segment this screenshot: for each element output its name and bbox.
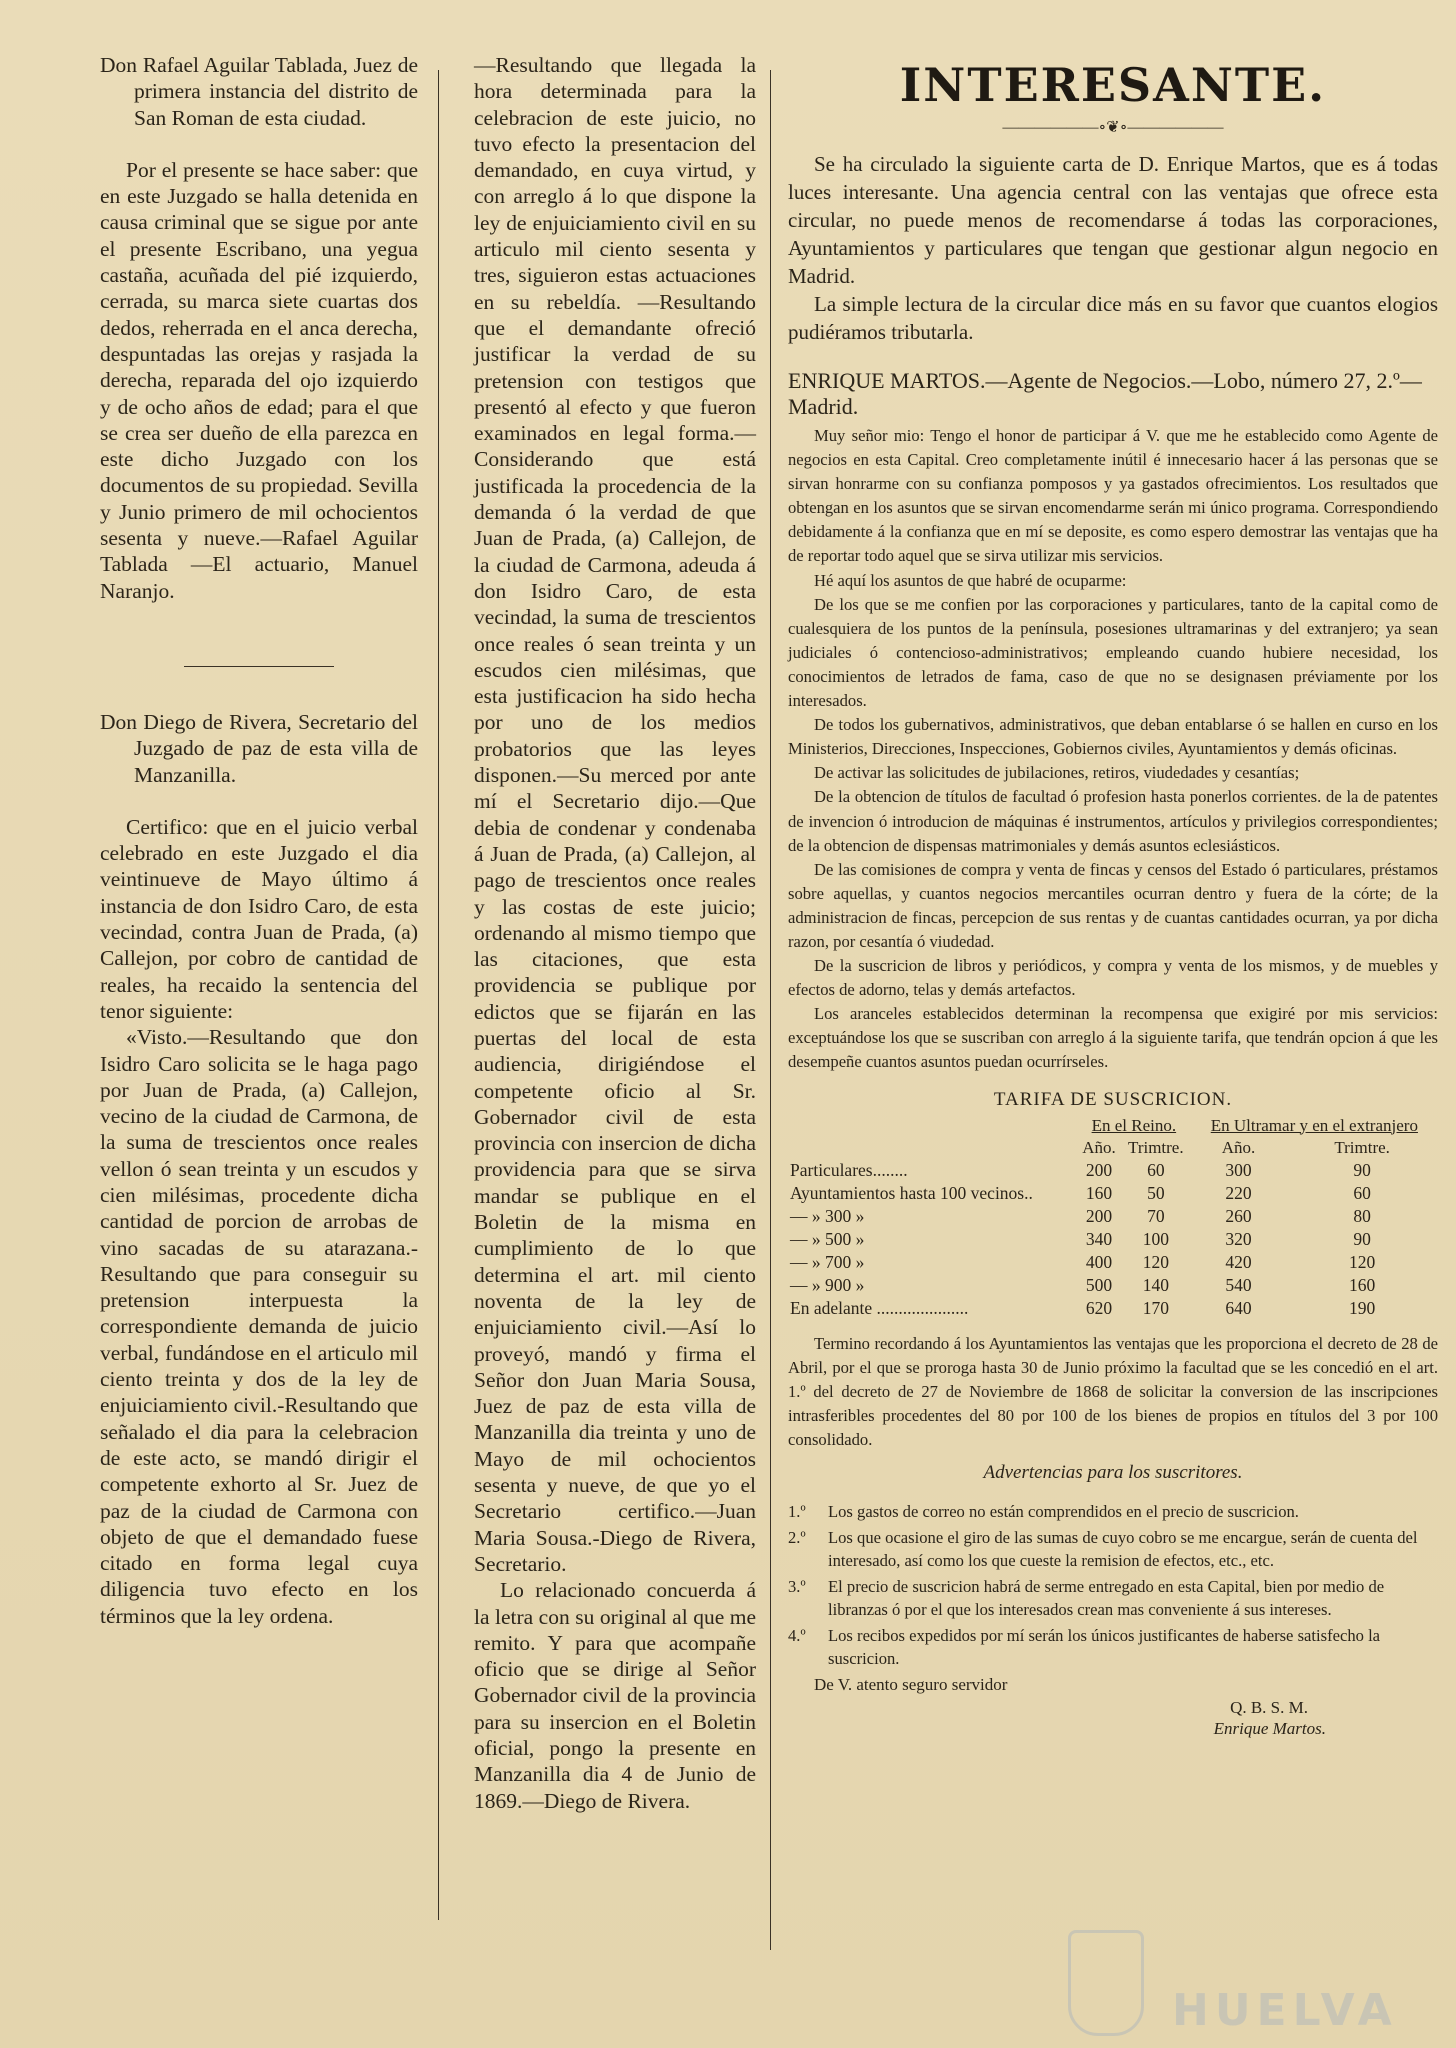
- letter-paragraph: De las comisiones de compra y venta de fincas y censos del Estado ó particulares, préstamos sobre aquellas, y cuantos negocios mercantiles ocurran dentro y fuera de la córte; de la administracion de fincas, percepcion de sus rentas y de cuantas cantidades ocurran, ya por dicha razon, por cesantía ó viudedad.: [788, 859, 1438, 951]
- tarifa-cell: 80: [1353, 1205, 1371, 1226]
- tarifa-cell: 90: [1353, 1159, 1371, 1180]
- letter-paragraph: De activar las solicitudes de jubilaciones, retiros, viudedades y cesantías;: [814, 763, 1300, 783]
- closing-paragraph: Termino recordando á los Ayuntamientos las ventajas que les proporciona el decreto de 28 de Abril, por el que se proroga hasta 30 de Junio próximo la facultad que se les concedió en el art. 1.º del decreto de 27 de Noviembre de 1868 de solicitar la conversion de las inscripciones intrasferibles procedentes del 80 por 100 de los bienes de propios en títulos del 3 por 100 consolidado.: [788, 1333, 1438, 1449]
- tarifa-cell: 400: [1085, 1251, 1113, 1272]
- signature-name: Enrique Martos.: [1213, 1719, 1326, 1738]
- notice-heading-aguilar: Don Rafael Aguilar Tablada, Juez de primera instancia del distrito de San Roman de esta ciudad.: [100, 53, 418, 130]
- tarifa-cell: 620: [1085, 1297, 1113, 1318]
- letter-body: [788, 424, 1438, 1075]
- tarifa-cell: 170: [1142, 1297, 1169, 1318]
- notice-body-rivera: Certifico: que en el juicio verbal celebrado en este Juzgado el dia veintinueve de Mayo último á instancia de don Isidro Caro, de esta vecindad, contra Juan de Prada, (a) Callejon, por cobro de cantidad de reales, ha recaido la sentencia del tenor siguiente:: [100, 814, 418, 1023]
- advertencia-number: 1.º: [788, 1502, 806, 1521]
- tarifa-cell: 200: [1085, 1205, 1113, 1226]
- tarifa-cell: 260: [1225, 1205, 1252, 1226]
- tarifa-cell: 90: [1353, 1228, 1371, 1249]
- column-rule-right: [770, 70, 771, 1950]
- tarifa-cell: 70: [1147, 1205, 1165, 1226]
- tarifa-row-label: — » 300 »: [790, 1205, 865, 1226]
- tarifa-cell: 500: [1085, 1274, 1113, 1295]
- tarifa-cell: 60: [1147, 1159, 1165, 1180]
- archive-watermark: HUELVA: [1172, 1985, 1398, 2036]
- column-right: [788, 52, 1438, 1739]
- tarifa-cell: 120: [1349, 1251, 1376, 1272]
- letter-paragraph: Muy señor mio: Tengo el honor de participar á V. que me he establecido como Agente de negocios en esta Capital. Creo completamente inútil é innecesario hacer á las personas que se sirvan honrarme con su confianza pomposos y ya gastados ofrecimientos. Los resultados que obtengan en los asuntos que se sirvan encomendarme serán mi único programa. Correspondiendo debidamente á la confianza que en mí se deposite, es como espero demostrar las ventajas que ha de reportar todo aquel que se sirva utilizar mis servicios.: [788, 426, 1438, 566]
- tarifa-cell: 220: [1225, 1182, 1252, 1203]
- advertencia-number: 2.º: [788, 1528, 806, 1547]
- tarifa-cell: 100: [1142, 1228, 1169, 1249]
- tarifa-title: TARIFA DE SUSCRICION.: [993, 1088, 1233, 1110]
- tarifa-header-ano: Año.: [1221, 1137, 1256, 1157]
- letter-paragraph: De la suscricion de libros y periódicos, y compra y venta de los mismos, y de muebles y efectos de adorno, telas y demás artefactos.: [788, 956, 1438, 1000]
- tarifa-header-ano: Año.: [1082, 1137, 1116, 1157]
- tarifa-group-ultramar: En Ultramar y en el extranjero: [1210, 1115, 1418, 1135]
- signature-qbsm: Q. B. S. M.: [1230, 1698, 1308, 1717]
- tarifa-group-reino: En el Reino.: [1091, 1115, 1177, 1135]
- tarifa-row-label: Ayuntamientos hasta 100 vecinos..: [790, 1182, 1033, 1203]
- tarifa-row: [788, 1274, 1438, 1297]
- tarifa-cell: 300: [1225, 1159, 1252, 1180]
- tarifa-cell: 640: [1225, 1297, 1252, 1318]
- tarifa-cell: 190: [1349, 1297, 1376, 1318]
- tarifa-row-label: Particulares........: [790, 1159, 908, 1180]
- column-rule-left: [438, 70, 439, 1920]
- intro-paragraph: Se ha circulado la siguiente carta de D. Enrique Martos, que es á todas luces interesante. Una agencia central con las ventajas que ofrece esta circular, no puede menos de recomendarse á todas las corporaciones, Ayuntamientos y particulares que tengan que gestionar algun negocio en Madrid.: [788, 152, 1438, 288]
- tarifa-cell: 200: [1085, 1159, 1113, 1180]
- advertencias-title: Advertencias para los suscritores.: [983, 1462, 1243, 1483]
- notice-heading-rivera: Don Diego de Rivera, Secretario del Juzgado de paz de esta villa de Manzanilla.: [100, 709, 418, 787]
- letter-paragraph: De la obtencion de títulos de facultad ó profesion hasta ponerlos corrientes. de la de patentes de invencion ó introducion de máquinas é instrumentos, artículos y privilegios correspondientes; de la obtencion de dispensas matrimoniales y demás asuntos eclesiásticos.: [788, 787, 1438, 855]
- tarifa-row: [788, 1159, 1438, 1182]
- tarifa-row-label: — » 700 »: [790, 1251, 865, 1272]
- tarifa-cell: 140: [1142, 1274, 1169, 1295]
- tarifa-row: [788, 1297, 1438, 1320]
- advertencia-item: [788, 1575, 1438, 1621]
- signature-greeting: De V. atento seguro servidor: [814, 1675, 1008, 1694]
- tarifa-cell: 420: [1225, 1251, 1252, 1272]
- ornament-rule: ——————∘❦∘——————: [1002, 119, 1224, 136]
- sentence-continuation: —Resultando que llegada la hora determinada para la celebracion de este juicio, no tuvo efecto la presentacion del demandado, en cuya virtud, y con arreglo á lo que dispone la ley de enjuiciamiento civil en su articulo mil ciento sesenta y tres, siguieron estas actuaciones en su rebeldía. —Resultando que el demandante ofreció justificar la verdad de su pretension con testigos que presentó al efecto y que fueron examinados en legal forma.—Considerando que está justificada la procedencia de la demanda ó la verdad de que Juan de Prada, (a) Callejon, de la ciudad de Carmona, adeuda á don Isidro Caro, de esta vecindad, la suma de trescientos once reales ó sean treinta y un escudos cien milésimas, que esta justificacion ha sido hecha por uno de los medios probatorios que las leyes disponen.—Su merced por ante mí el Secretario dijo.—Que debia de condenar y condenaba á Juan de Prada, (a) Callejon, al pago de trescientos once reales y las costas de este juicio; ordenando al mismo tiempo que las citaciones, que esta providencia se publique por edictos que se fijarán en las puertas del local de esta audiencia, dirigiéndose el competente oficio al Sr. Gobernador civil de esta provincia con insercion de dicha providencia para que se sirva mandar se publique en el Boletin de la misma en cumplimiento de lo que determina el art. mil ciento noventa de la ley de enjuiciamiento civil.—Así lo proveyó, mandó y firma el Señor don Juan Maria Sousa, Juez de paz de esta villa de Manzanilla dia treinta y uno de Mayo de mil ochocientos sesenta y nueve, de que yo el Secretario certifico.—Juan Maria Sousa.-Diego de Rivera, Secretario.: [474, 53, 756, 1576]
- tarifa-cell: 60: [1353, 1182, 1371, 1203]
- letter-address: ENRIQUE MARTOS.—Agente de Negocios.—Lobo, número 27, 2.º—Madrid.: [788, 368, 1422, 419]
- archive-emblem-icon: [1068, 1930, 1144, 2036]
- tarifa-cell: 50: [1147, 1182, 1165, 1203]
- advertencia-text: Los gastos de correo no están comprendidos en el precio de suscricion.: [828, 1502, 1299, 1521]
- tarifa-cell: 320: [1225, 1228, 1252, 1249]
- intro-paragraph-2: La simple lectura de la circular dice más en su favor que cuantos elogios pudiéramos tributarla.: [788, 292, 1438, 344]
- letter-paragraph: De todos los gubernativos, administrativos, que deban entablarse ó se hallen en curso en los Ministerios, Direcciones, Inspecciones, Gobiernos civiles, Ayuntamientos y demás oficinas.: [788, 715, 1438, 759]
- tarifa-header-trimestre: Trimtre.: [1334, 1137, 1390, 1157]
- advertencias-list: [788, 1500, 1438, 1670]
- tarifa-row: [788, 1182, 1438, 1205]
- tarifa-cell: 160: [1085, 1182, 1113, 1203]
- tarifa-header-trimestre: Trimtre.: [1128, 1137, 1184, 1157]
- tarifa-row-label: En adelante .....................: [790, 1297, 969, 1318]
- advertencia-item: [788, 1500, 1438, 1523]
- tarifa-row-label: — » 500 »: [790, 1228, 865, 1249]
- tarifa-row: [788, 1205, 1438, 1228]
- tarifa-table: [788, 1115, 1438, 1320]
- tarifa-cell: 160: [1349, 1274, 1376, 1295]
- advertencia-text: El precio de suscricion habrá de serme entregado en esta Capital, bien por medio de libranzas ó por el que los interesados crean mas conveniente á sus intereses.: [828, 1577, 1385, 1619]
- tarifa-rows: [788, 1159, 1438, 1320]
- letter-paragraph: Hé aquí los asuntos de que habré de ocuparme:: [814, 570, 1127, 590]
- advertencia-text: Los recibos expedidos por mí serán los únicos justificantes de haberse satisfecho la suscricion.: [828, 1626, 1381, 1668]
- tarifa-row-label: — » 900 »: [790, 1274, 865, 1295]
- advertencia-item: [788, 1624, 1438, 1670]
- tarifa-cell: 120: [1142, 1251, 1169, 1272]
- tarifa-row: [788, 1251, 1438, 1274]
- sentence-text: «Visto.—Resultando que don Isidro Caro solicita se le haga pago por Juan de Prada, (a) Callejon, vecino de la ciudad de Carmona, de la suma de trescientos once reales vellon ó sean treinta y un escudos y cien milésimas, procedente dicha cantidad de porcion de arrobas de vino sacadas de su atarazana.-Resultando que para conseguir su pretension interpuesta la correspondiente demanda de juicio verbal, fundándose en el articulo mil ciento treinta y dos de la ley de enjuiciamiento civil.-Resultando que señalado el dia para la celebracion de este acto, se mandó dirigir el competente exhorto al Sr. Juez de paz de la ciudad de Carmona con objeto de que el demandado fuese citado en forma legal cuya diligencia tuvo efecto en los términos que la ley ordena.: [100, 1025, 418, 1628]
- headline-interesante: INTERESANTE.: [899, 58, 1327, 112]
- advertencia-text: Los que ocasione el giro de las sumas de cuyo cobro se me encargue, serán de cuenta del interesado, así como los que cueste la remision de efectos, etc., etc.: [828, 1528, 1418, 1570]
- letter-paragraph: Los aranceles establecidos determinan la recompensa que exigiré por mis servicios: exceptuándose los que se suscriban con arreglo á la siguiente tarifa, que tendrán opcion á que les desempeñe cuantos asuntos puedan ocurrírseles.: [788, 1004, 1438, 1072]
- notice-body-aguilar: Por el presente se hace saber: que en este Juzgado se halla detenida en causa criminal que se sigue por ante el presente Escribano, una yegua castaña, acuñada del pié izquierdo, cerrada, su marca siete cuartas dos dedos, reherrada en el anca derecha, despuntadas las orejas y rasjada la derecha, reparada del ojo izquierdo y de ocho años de edad; para el que se crea ser dueño de ella parezca en este dicho Juzgado con los documentos de su propiedad. Sevilla y Junio primero de mil ochocientos sesenta y nueve.—Rafael Aguilar Tablada —El actuario, Manuel Naranjo.: [100, 157, 418, 603]
- column-middle: [474, 52, 756, 1814]
- section-divider: [184, 666, 334, 667]
- tarifa-cell: 340: [1085, 1228, 1113, 1249]
- certification-closing: Lo relacionado concuerda á la letra con su original al que me remito. Y para que acompañe oficio que se dirige al Señor Gobernador civil de la provincia para su insercion en el Boletin oficial, pongo la presente en Manzanilla dia 4 de Junio de 1869.—Diego de Rivera.: [474, 1578, 756, 1813]
- tarifa-row: [788, 1228, 1438, 1251]
- advertencia-number: 3.º: [788, 1577, 806, 1596]
- column-left: [100, 52, 418, 1629]
- letter-paragraph: De los que se me confien por las corporaciones y particulares, tanto de la capital como de cualesquiera de los puntos de la península, posesiones ultramarinas y del extranjero; ya sean judiciales ó contencioso-administrativos; empleando cuando hubiere necesidad, los conocimientos de letrados de fama, caso de que no se designasen préviamente por los interesados.: [788, 594, 1438, 711]
- tarifa-cell: 540: [1225, 1274, 1252, 1295]
- advertencia-number: 4.º: [788, 1626, 806, 1645]
- advertencia-item: [788, 1526, 1438, 1572]
